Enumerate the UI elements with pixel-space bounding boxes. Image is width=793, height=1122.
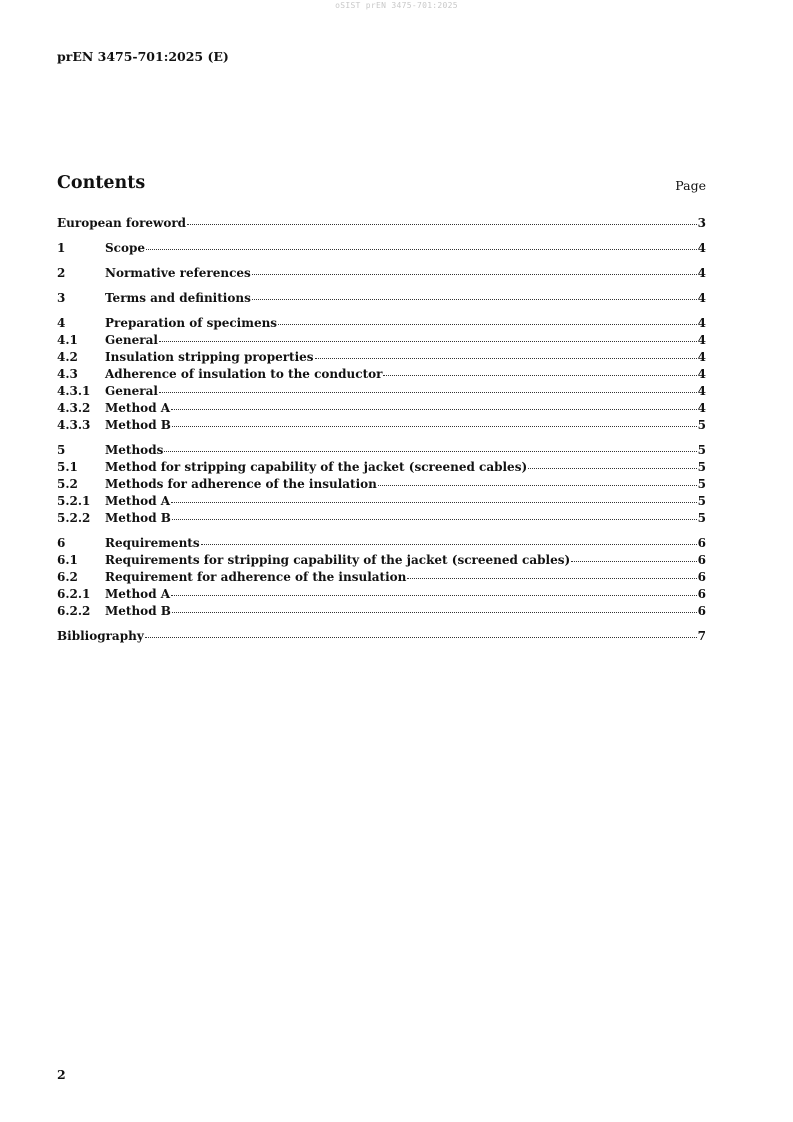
toc-entry-number: 6.1 xyxy=(57,553,78,567)
dot-leader xyxy=(159,340,697,342)
dot-leader xyxy=(187,223,697,225)
toc-entry-5-2[interactable] xyxy=(57,477,706,494)
toc-entry-page: 6 xyxy=(697,587,706,601)
toc-entry-number: 5.2 xyxy=(57,477,78,491)
toc-entry-title: Scope xyxy=(105,241,146,255)
toc-entry-title: Terms and definitions xyxy=(105,291,251,305)
toc-entry-page: 5 xyxy=(697,418,706,432)
toc-entry-number: 4.3.2 xyxy=(57,401,91,415)
dot-leader xyxy=(171,501,697,503)
toc-entry-6-1[interactable] xyxy=(57,553,706,570)
toc-entry-title: General xyxy=(105,333,158,347)
toc-entry-page: 7 xyxy=(697,629,706,643)
toc-entry-title: Method A xyxy=(105,587,171,601)
toc-entry-6-2[interactable] xyxy=(57,570,706,587)
toc-entry-page: 6 xyxy=(697,604,706,618)
toc-entry-4-3[interactable] xyxy=(57,367,706,384)
toc-entry-number: 5.1 xyxy=(57,460,78,474)
watermark: oSIST prEN 3475-701:2025 xyxy=(335,1,458,10)
dot-leader xyxy=(407,577,696,579)
dot-leader xyxy=(164,450,696,452)
toc-entry-4-3-3[interactable] xyxy=(57,418,706,435)
dot-leader xyxy=(252,273,697,275)
dot-leader xyxy=(145,636,697,638)
toc-entry-title: Requirements for stripping capability of the jacket (screened cables) xyxy=(105,553,571,567)
toc-entry-6-2-1[interactable] xyxy=(57,587,706,604)
toc-entry-title: Method B xyxy=(105,604,171,618)
toc-entry-page: 4 xyxy=(697,266,706,280)
toc-entry-title: Method for stripping capability of the jacket (screened cables) xyxy=(105,460,528,474)
toc-entry-page: 5 xyxy=(697,494,706,508)
toc-entry-5[interactable] xyxy=(57,443,706,460)
toc-entry-page: 3 xyxy=(697,216,706,230)
dot-leader xyxy=(378,484,697,486)
dot-leader xyxy=(172,518,697,520)
toc-entry-4[interactable] xyxy=(57,316,706,333)
toc-entry-page: 4 xyxy=(697,241,706,255)
dot-leader xyxy=(201,543,697,545)
toc-entry-title: Requirements xyxy=(105,536,200,550)
toc-entry-number: 5 xyxy=(57,443,66,457)
dot-leader xyxy=(172,611,697,613)
toc-entry-page: 6 xyxy=(697,536,706,550)
toc-entry-number: 1 xyxy=(57,241,66,255)
toc-entry-page: 4 xyxy=(697,384,706,398)
toc-entry-6[interactable] xyxy=(57,536,706,553)
toc-entry-number: 5.2.2 xyxy=(57,511,91,525)
toc-entry-page: 4 xyxy=(697,333,706,347)
page-column-label: Page xyxy=(675,178,706,193)
toc-entry-page: 5 xyxy=(697,511,706,525)
toc-entry-title: European foreword xyxy=(57,216,187,230)
toc-entry-page: 4 xyxy=(697,316,706,330)
toc-entry-title: Method A xyxy=(105,494,171,508)
toc-entry-title: Preparation of specimens xyxy=(105,316,278,330)
toc-entry-page: 5 xyxy=(697,443,706,457)
toc-entry-4-1[interactable] xyxy=(57,333,706,350)
toc-entry-4-3-2[interactable] xyxy=(57,401,706,418)
toc-entry-title: Bibliography xyxy=(57,629,144,643)
toc-entry-number: 5.2.1 xyxy=(57,494,91,508)
toc-entry-2[interactable] xyxy=(57,266,706,283)
toc-entry-number: 6.2 xyxy=(57,570,78,584)
toc-entry-number: 4.3.1 xyxy=(57,384,91,398)
toc-entry-page: 5 xyxy=(697,477,706,491)
toc-entry-title: Method B xyxy=(105,418,171,432)
dot-leader xyxy=(252,298,697,300)
toc-entry-page: 6 xyxy=(697,553,706,567)
dot-leader xyxy=(171,594,697,596)
toc-entry-5-1[interactable] xyxy=(57,460,706,477)
toc-entry-number: 4.3.3 xyxy=(57,418,91,432)
page-number: 2 xyxy=(57,1067,66,1082)
toc-entry-number: 6 xyxy=(57,536,66,550)
toc-entry-title: Method A xyxy=(105,401,171,415)
toc-entry-foreword[interactable] xyxy=(57,216,706,233)
toc-entry-6-2-2[interactable] xyxy=(57,604,706,621)
toc-entry-title: Methods xyxy=(105,443,164,457)
toc-entry-title: Insulation stripping properties xyxy=(105,350,314,364)
toc-entry-title: Requirement for adherence of the insulation xyxy=(105,570,407,584)
toc-entry-number: 6.2.2 xyxy=(57,604,91,618)
toc-entry-number: 4.2 xyxy=(57,350,78,364)
table-of-contents xyxy=(57,216,706,646)
toc-entry-1[interactable] xyxy=(57,241,706,258)
toc-entry-page: 4 xyxy=(697,291,706,305)
dot-leader xyxy=(571,560,697,562)
dot-leader xyxy=(528,467,697,469)
toc-entry-title: Methods for adherence of the insulation xyxy=(105,477,377,491)
toc-entry-5-2-1[interactable] xyxy=(57,494,706,511)
toc-entry-title: General xyxy=(105,384,158,398)
toc-entry-title: Method B xyxy=(105,511,171,525)
toc-entry-bibliography[interactable] xyxy=(57,629,706,646)
toc-entry-number: 4.3 xyxy=(57,367,78,381)
toc-entry-page: 4 xyxy=(697,367,706,381)
dot-leader xyxy=(159,391,697,393)
toc-entry-number: 6.2.1 xyxy=(57,587,91,601)
toc-entry-4-3-1[interactable] xyxy=(57,384,706,401)
dot-leader xyxy=(172,425,697,427)
dot-leader xyxy=(315,357,697,359)
toc-entry-page: 4 xyxy=(697,350,706,364)
dot-leader xyxy=(278,323,697,325)
dot-leader xyxy=(383,374,696,376)
toc-entry-number: 4.1 xyxy=(57,333,78,347)
toc-entry-3[interactable] xyxy=(57,291,706,308)
toc-entry-page: 6 xyxy=(697,570,706,584)
toc-entry-4-2[interactable] xyxy=(57,350,706,367)
toc-entry-number: 4 xyxy=(57,316,66,330)
toc-entry-title: Adherence of insulation to the conductor xyxy=(105,367,383,381)
document-id: prEN 3475-701:2025 (E) xyxy=(57,49,229,64)
contents-heading: Contents xyxy=(57,173,146,193)
toc-entry-page: 5 xyxy=(697,460,706,474)
toc-entry-5-2-2[interactable] xyxy=(57,511,706,528)
dot-leader xyxy=(146,248,697,250)
toc-entry-page: 4 xyxy=(697,401,706,415)
toc-entry-title: Normative references xyxy=(105,266,251,280)
toc-entry-number: 3 xyxy=(57,291,66,305)
toc-entry-number: 2 xyxy=(57,266,66,280)
dot-leader xyxy=(171,408,697,410)
